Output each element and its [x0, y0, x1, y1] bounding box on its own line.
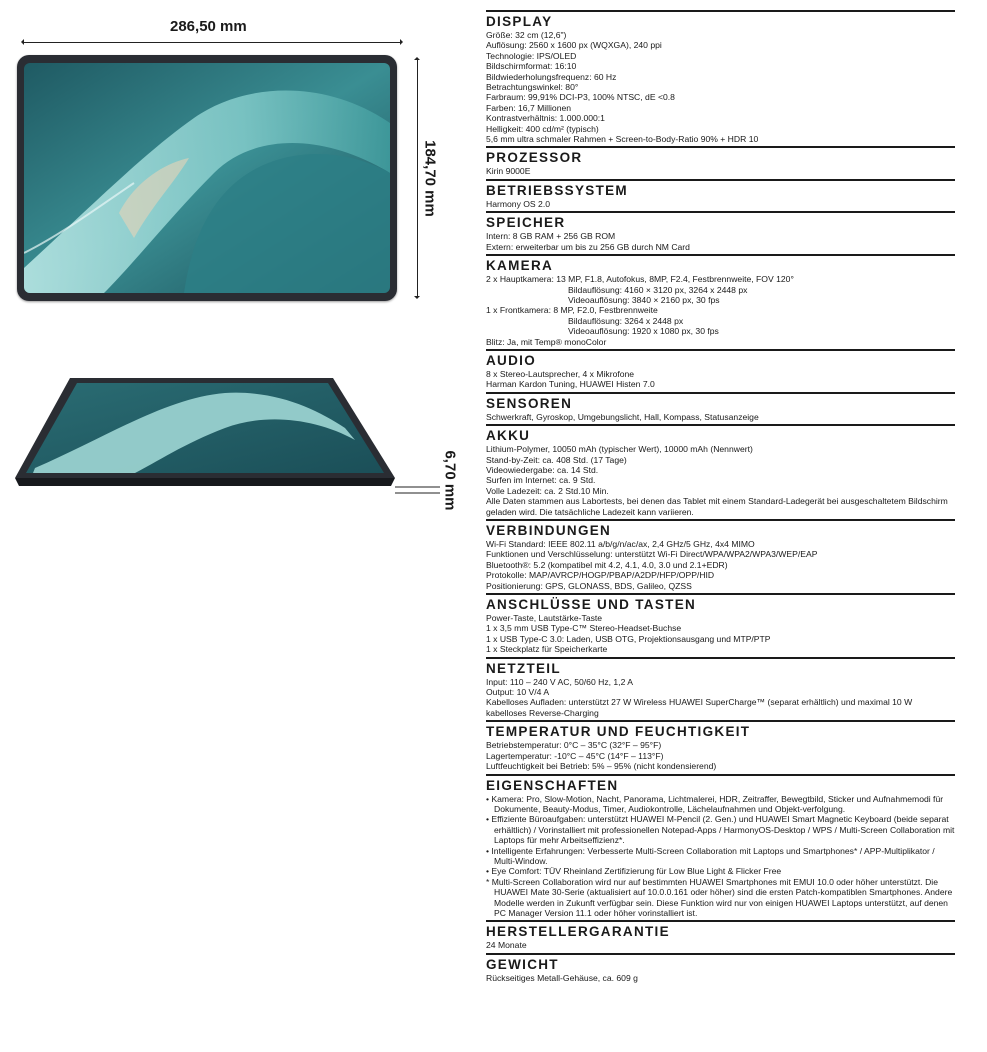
spec-section-netzteil — [486, 657, 955, 719]
spec-line: Bildwiederholungsfrequenz: 60 Hz — [486, 71, 617, 82]
spec-section-gewicht — [486, 953, 955, 983]
spec-section-display — [486, 10, 955, 144]
spec-line: Wi-Fi Standard: IEEE 802.11 a/b/g/n/ac/ax, 2,4 GHz/5 GHz, 4x4 MIMO — [486, 539, 755, 549]
width-dimension-label: 286,50 mm — [170, 18, 247, 35]
section-title: PROZESSOR — [486, 150, 583, 166]
spec-line: Power-Taste, Lautstärke-Taste — [486, 613, 603, 624]
spec-section-betriebssystem — [486, 179, 955, 209]
spec-line: Extern: erweiterbar um bis zu 256 GB durch NM Card — [486, 241, 690, 252]
spec-line: Intern: 8 GB RAM + 256 GB ROM — [486, 231, 616, 242]
spec-line: Positionierung: GPS, GLONASS, BDS, Galileo, QZSS — [486, 580, 692, 591]
spec-line: Videoauflösung: 3840 × 2160 px, 30 fps — [568, 294, 720, 305]
spec-section-garantie — [486, 920, 955, 950]
tablet-wallpaper — [24, 63, 390, 293]
spec-line: Blitz: Ja, mit Temp® monoColor — [486, 336, 607, 347]
spec-bullet: • Effiziente Büroaufgaben: unterstützt HUAWEI M-Pencil (2. Gen.) und HUAWEI Smart Magnetic Keyboard (beide separat erhältlich) / Vorinstalliert mit professionellen Notepad-Apps / HarmonyOS-Desktop / WPS / Multi-Screen Collaboration mit Laptops für mehr Arbeitseffizienz*. — [486, 814, 955, 846]
spec-line: Schwerkraft, Gyroskop, Umgebungslicht, Hall, Kompass, Statusanzeige — [486, 411, 759, 422]
height-dimension-label: 184,70 mm — [421, 140, 439, 217]
spec-section-temperatur — [486, 720, 955, 771]
spec-line: Technologie: IPS/OLED — [486, 50, 577, 61]
spec-line: Lagertemperatur: -10°C – 45°C (14°F – 113°F) — [486, 750, 664, 761]
spec-line: Volle Ladezeit: ca. 2 Std.10 Min. — [486, 485, 609, 496]
section-title: AUDIO — [486, 352, 536, 368]
spec-line: 1 x USB Type-C 3.0: Laden, USB OTG, Projektionsausgang und MTP/PTP — [486, 633, 771, 644]
spec-line: Videowiedergabe: ca. 14 Std. — [486, 464, 599, 475]
spec-line: Lithium-Polymer, 10050 mAh (typischer Wert), 10000 mAh (Nennwert) — [486, 444, 753, 455]
spec-line: Harman Kardon Tuning, HUAWEI Histen 7.0 — [486, 379, 655, 390]
spec-line: Bildauflösung: 3264 x 2448 px — [568, 315, 684, 326]
section-title: GEWICHT — [486, 956, 559, 972]
spec-line: Bluetooth®: 5.2 (kompatibel mit 4.2, 4.1, 4.0, 3.0 und 2.1+EDR) — [486, 559, 728, 570]
spec-bullet: • Eye Comfort: TÜV Rheinland Zertifizierung für Low Blue Light & Flicker Free — [486, 866, 782, 877]
section-title: VERBINDUNGEN — [486, 523, 612, 538]
spec-line: Kabelloses Aufladen: unterstützt 27 W Wireless HUAWEI SuperCharge™ (separat erhältlich) und maximal 10 W kabelloses Reverse-Charging — [486, 697, 913, 718]
spec-line: Bildschirmformat: 16:10 — [486, 61, 577, 72]
spec-line: Rückseitiges Metall-Gehäuse, ca. 609 g — [486, 972, 638, 983]
depth-dimension-marker — [395, 482, 440, 492]
width-dimension-arrow — [22, 42, 402, 43]
spec-section-prozessor — [486, 146, 955, 176]
spec-line: 24 Monate — [486, 940, 527, 951]
spec-line: Größe: 32 cm (12,6") — [486, 30, 567, 40]
spec-line: 1 x 3,5 mm USB Type-C™ Stereo-Headset-Buchse — [486, 623, 682, 634]
spec-line: Input: 110 – 240 V AC, 50/60 Hz, 1,2 A — [486, 676, 633, 687]
spec-line: Surfen im Internet: ca. 9 Std. — [486, 475, 596, 486]
section-title: SPEICHER — [486, 215, 566, 231]
section-title: ANSCHLÜSSE UND TASTEN — [486, 597, 697, 613]
spec-line: Luftfeuchtigkeit bei Betrieb: 5% – 95% (nicht kondensierend) — [486, 761, 717, 772]
spec-line: Bildauflösung: 4160 × 3120 px, 3264 x 2448 px — [568, 284, 748, 295]
section-title: DISPLAY — [486, 14, 553, 29]
spec-line: Helligkeit: 400 cd/m² (typisch) — [486, 123, 599, 134]
spec-section-eigenschaften — [486, 774, 955, 919]
spec-line: Harmony OS 2.0 — [486, 198, 550, 209]
section-title: AKKU — [486, 428, 531, 444]
section-title: HERSTELLERGARANTIE — [486, 924, 670, 940]
spec-line: 1 x Frontkamera: 8 MP, F2.0, Festbrennweite — [486, 305, 658, 316]
spec-line: Alle Daten stammen aus Labortests, bei denen das Tablet mit einem Standard-Ladegerät bei ausgeschaltetem Bildschirm geladen wird. Die tatsächliche Ladezeit kann variieren. — [486, 496, 948, 517]
spec-line: 8 x Stereo-Lautsprecher, 4 x Mikrofone — [486, 368, 635, 379]
height-dimension-arrow — [417, 58, 418, 298]
tablet-front-image — [17, 55, 397, 301]
spec-footnote: * Multi-Screen Collaboration wird nur auf bestimmten HUAWEI Smartphones mit EMUI 10.0 oder höher unterstützt. Die HUAWEI Mate 30-Serie (aktualisiert auf 10.0.0.161 oder höher) sind die ersten Patch-kompatiblen Smartphones. Andere Modelle werden in Zukunft verfügbar sein. Diese Funktion wird nur von einigen HUAWEI Laptops unterstützt, auf denen PC Manager Version 11.1 oder höher vorinstalliert ist. — [486, 876, 953, 918]
spec-section-kamera — [486, 254, 955, 347]
section-title: BETRIEBSSYSTEM — [486, 182, 628, 198]
spec-section-anschluesse — [486, 593, 955, 655]
section-title: KAMERA — [486, 258, 554, 274]
spec-line: Kontrastverhältnis: 1.000.000:1 — [486, 113, 605, 124]
section-title: NETZTEIL — [486, 660, 561, 676]
spec-section-sensoren — [486, 392, 955, 422]
spec-line: Auflösung: 2560 x 1600 px (WQXGA), 240 ppi — [486, 40, 662, 51]
spec-line: Kirin 9000E — [486, 166, 531, 177]
spec-line: Funktionen und Verschlüsselung: unterstützt Wi-Fi Direct/WPA/WPA2/WPA3/WEP/EAP — [486, 549, 818, 560]
spec-line: 1 x Steckplatz für Speicherkarte — [486, 644, 608, 655]
spec-sheet — [486, 10, 955, 985]
spec-line: Betriebstemperatur: 0°C – 35°C (32°F – 95°F) — [486, 740, 662, 751]
spec-line: Videoauflösung: 1920 x 1080 px, 30 fps — [568, 326, 719, 337]
depth-dimension-label: 6,70 mm — [441, 450, 459, 511]
spec-section-audio — [486, 349, 955, 390]
spec-line: Stand-by-Zeit: ca. 408 Std. (17 Tage) — [486, 454, 627, 465]
spec-section-verbindungen — [486, 519, 955, 591]
section-title: EIGENSCHAFTEN — [486, 777, 619, 793]
spec-bullet: • Intelligente Erfahrungen: Verbesserte Multi-Screen Collaboration mit Laptops und Smartphones* / APP-Multiplikator / Multi-Window. — [486, 845, 935, 866]
spec-line: Farbraum: 99,91% DCI-P3, 100% NTSC, dE <0.8 — [486, 92, 675, 103]
section-title: TEMPERATUR UND FEUCHTIGKEIT — [486, 724, 751, 740]
spec-line: Betrachtungswinkel: 80° — [486, 82, 579, 93]
spec-section-akku — [486, 424, 955, 517]
spec-line: Output: 10 V/4 A — [486, 687, 550, 698]
tablet-perspective-image — [15, 378, 395, 490]
spec-line: 5,6 mm ultra schmaler Rahmen + Screen-to-Body-Ratio 90% + HDR 10 — [486, 134, 759, 145]
spec-line: 2 x Hauptkamera: 13 MP, F1.8, Autofokus, 8MP, F2.4, Festbrennweite, FOV 120° — [486, 274, 794, 285]
section-title: SENSOREN — [486, 395, 573, 411]
spec-line: Protokolle: MAP/AVRCP/HOGP/PBAP/A2DP/HFP/OPP/HID — [486, 570, 715, 581]
spec-section-speicher — [486, 211, 955, 252]
spec-line: Farben: 16,7 Millionen — [486, 102, 572, 113]
spec-bullet: • Kamera: Pro, Slow-Motion, Nacht, Panorama, Lichtmalerei, HDR, Zeitraffer, Bewegtbild, Sticker und Aufnahmemodi für Dokumente, Beauty-Modus, Timer, Audiokontrolle, Lächelaufnahmen und Objekt-verfolgung. — [486, 793, 944, 814]
